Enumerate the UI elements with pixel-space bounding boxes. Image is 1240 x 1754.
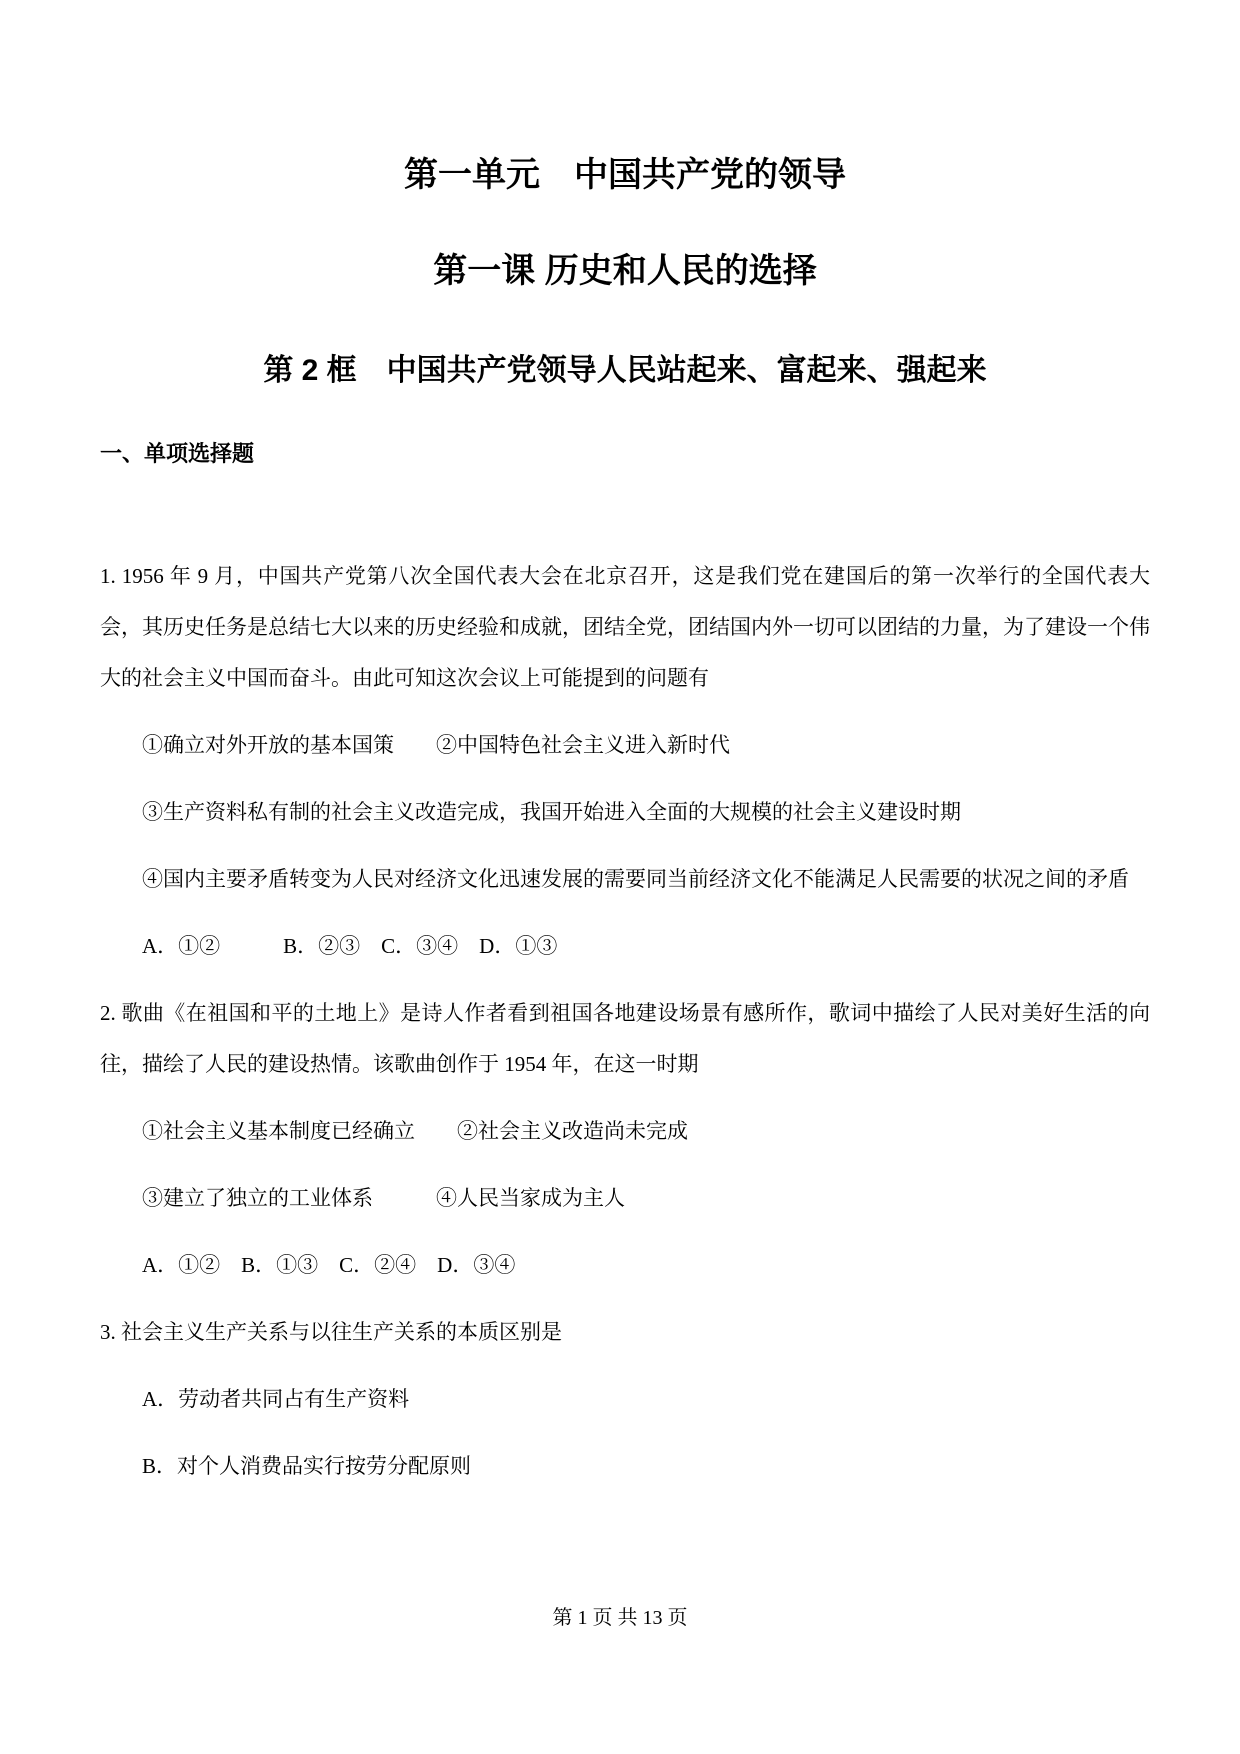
question-2-answer-line: A．①② B．①③ C．②④ D．③④ (142, 1253, 516, 1277)
question-3-choice-a: A．劳动者共同占有生产资料 (142, 1387, 410, 1411)
question-2-stem: 2. 歌曲《在祖国和平的土地上》是诗人作者看到祖国各地建设场景有感所作，歌词中描绘了人民对美好生活的向往，描绘了人民的建设热情。该歌曲创作于 1954 年，在这一时期 (100, 1001, 1150, 1076)
question-2-option-12: ①社会主义基本制度已经确立 ②社会主义改造尚未完成 (142, 1119, 688, 1143)
question-1-option-3: ③生产资料私有制的社会主义改造完成，我国开始进入全面的大规模的社会主义建设时期 (142, 800, 961, 824)
question-1-option-4: ④国内主要矛盾转变为人民对经济文化迅速发展的需要同当前经济文化不能满足人民需要的状况之间的矛盾 (142, 867, 1129, 891)
unit-title: 第一单元 中国共产党的领导 (404, 156, 846, 194)
frame-title: 第 2 框 中国共产党领导人民站起来、富起来、强起来 (263, 354, 987, 387)
question-2-option-34: ③建立了独立的工业体系 ④人民当家成为主人 (142, 1186, 625, 1210)
lesson-title: 第一课 历史和人民的选择 (433, 252, 817, 290)
question-2 (100, 988, 1150, 1291)
section-heading: 一、单项选择题 (100, 441, 255, 466)
question-1-answer-line: A．①② B．②③ C．③④ D．①③ (142, 934, 558, 958)
question-3-stem: 3. 社会主义生产关系与以往生产关系的本质区别是 (100, 1320, 562, 1344)
question-1-option-12: ①确立对外开放的基本国策 ②中国特色社会主义进入新时代 (142, 733, 730, 757)
page-footer: 第 1 页 共 13 页 (552, 1607, 688, 1629)
question-3 (100, 1307, 1150, 1492)
question-1 (100, 551, 1150, 972)
question-1-stem: 1. 1956 年 9 月，中国共产党第八次全国代表大会在北京召开，这是我们党在建国后的第一次举行的全国代表大会，其历史任务是总结七大以来的历史经验和成就，团结全党，团结国内外一切可以团结的力量，为了建设一个伟大的社会主义中国而奋斗。由此可知这次会议上可能提到的问题有 (100, 564, 1150, 690)
question-3-choice-b: B．对个人消费品实行按劳分配原则 (142, 1454, 472, 1478)
